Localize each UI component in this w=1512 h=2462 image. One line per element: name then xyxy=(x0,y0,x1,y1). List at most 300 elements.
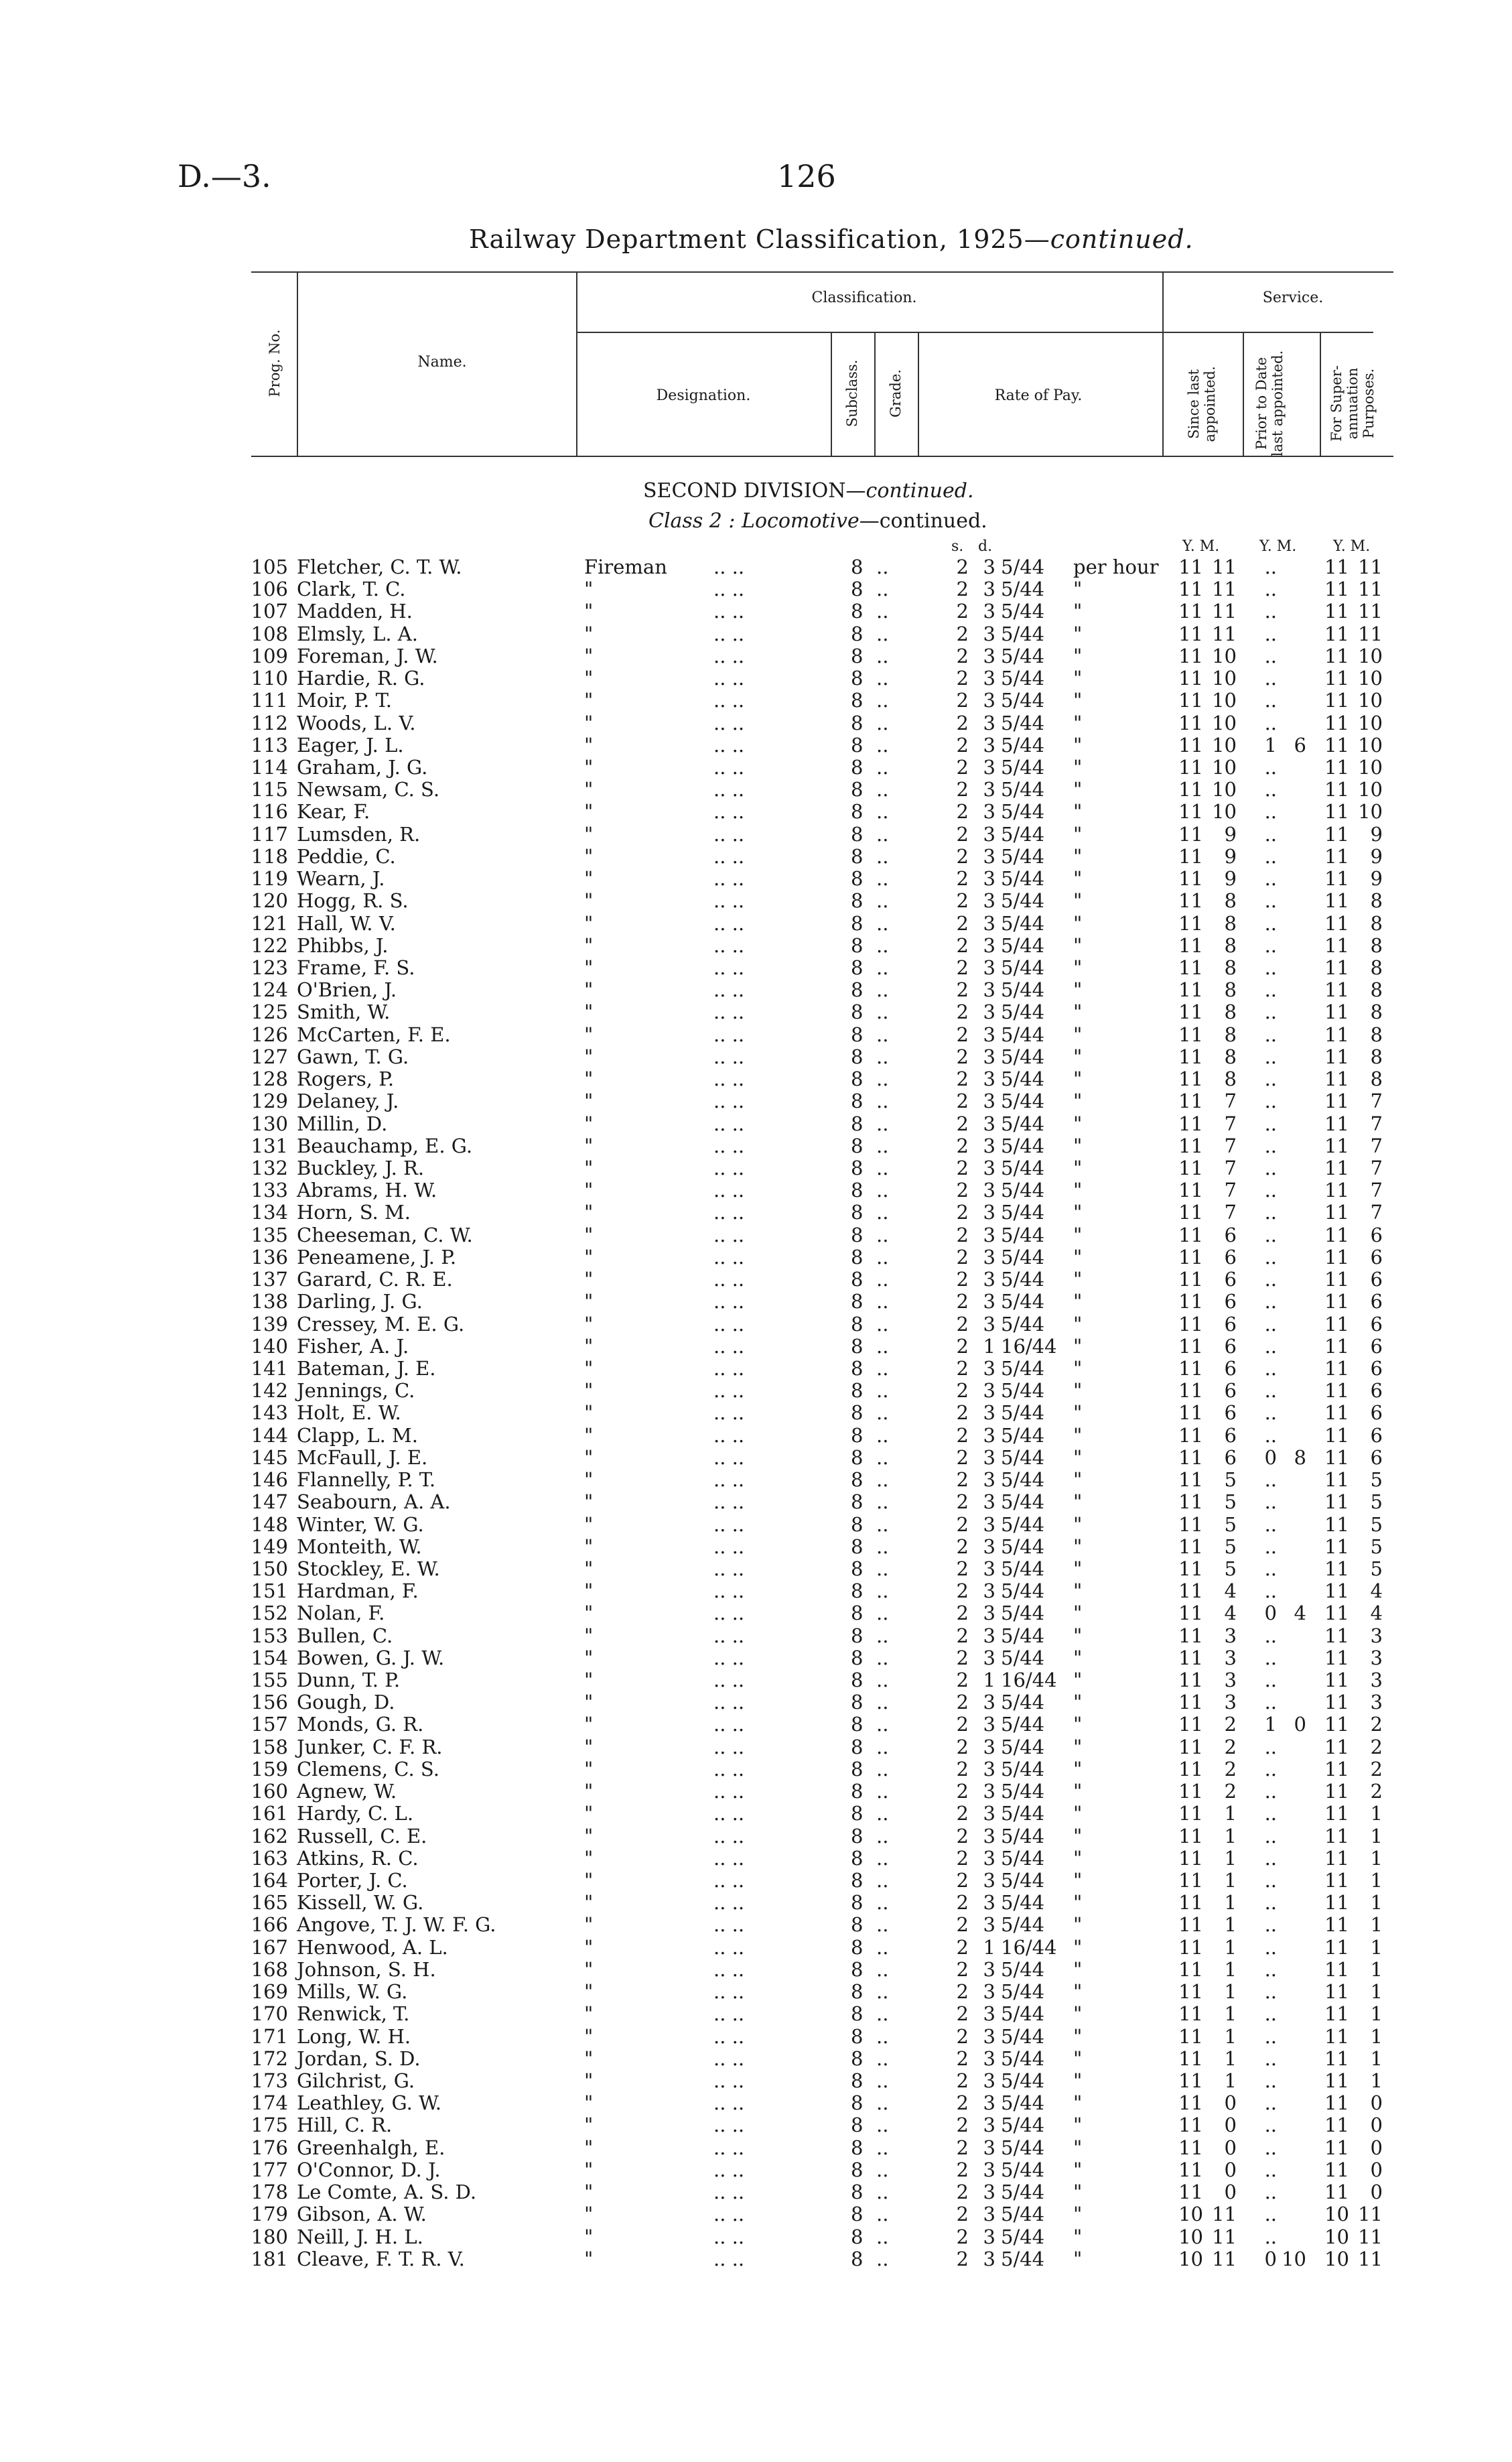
leader-dots: .. .. xyxy=(713,1245,745,1269)
row-rate-pence: 3 xyxy=(983,1179,995,1202)
row-rate-pence: 3 xyxy=(983,1602,995,1625)
row-designation: " xyxy=(584,911,594,935)
row-super-months: 11 xyxy=(1358,622,1383,645)
row-since-months: 8 xyxy=(1224,911,1237,935)
row-rate-pence: 3 xyxy=(983,1356,995,1380)
row-number: 108 xyxy=(251,622,288,645)
row-since-months: 7 xyxy=(1224,1112,1237,1135)
row-rate-per: " xyxy=(1073,1891,1083,1915)
row-subclass: 8 xyxy=(851,1691,864,1714)
row-since-months: 9 xyxy=(1224,867,1237,891)
row-name: Beauchamp, E. G. xyxy=(297,1134,473,1157)
row-prior-years: 1 xyxy=(1264,733,1277,757)
row-designation: " xyxy=(584,2024,594,2048)
row-super-years: 11 xyxy=(1324,1000,1349,1024)
header-grade: Grade. xyxy=(888,369,904,417)
row-since-years: 11 xyxy=(1178,667,1203,690)
row-name: McFaull, J. E. xyxy=(297,1445,428,1469)
row-name: Rogers, P. xyxy=(297,1067,395,1091)
row-prior-years: .. xyxy=(1264,2002,1277,2026)
row-prior-years: .. xyxy=(1264,1512,1277,1536)
row-rate-shillings: 2 xyxy=(956,1957,969,1981)
row-number: 179 xyxy=(251,2203,288,2226)
row-since-months: 11 xyxy=(1212,578,1237,601)
row-rate-per: " xyxy=(1073,1935,1083,1959)
leader-dots: .. xyxy=(876,600,889,623)
row-subclass: 8 xyxy=(851,2002,864,2026)
row-designation: " xyxy=(584,1090,594,1113)
row-prior-years: .. xyxy=(1264,1824,1277,1848)
row-designation: " xyxy=(584,2114,594,2137)
row-rate-per: " xyxy=(1073,2247,1083,2270)
row-rate-shillings: 2 xyxy=(956,1624,969,1647)
row-super-months: 1 xyxy=(1370,1846,1383,1870)
leader-dots: .. .. xyxy=(713,778,745,801)
row-since-years: 11 xyxy=(1178,1201,1203,1224)
leader-dots: .. .. xyxy=(713,556,745,578)
row-super-months: 7 xyxy=(1370,1201,1383,1224)
row-rate-fraction: 5/44 xyxy=(1001,1535,1045,1558)
row-rate-fraction: 16/44 xyxy=(1001,1935,1057,1959)
row-super-years: 11 xyxy=(1324,1824,1349,1848)
table-caption xyxy=(469,224,1194,254)
leader-dots: .. xyxy=(876,933,889,957)
leader-dots: .. xyxy=(876,1579,889,1603)
row-rate-per: " xyxy=(1073,1468,1083,1491)
row-number: 115 xyxy=(251,778,288,801)
leader-dots: .. .. xyxy=(713,889,745,913)
row-subclass: 8 xyxy=(851,2158,864,2181)
row-super-months: 6 xyxy=(1370,1268,1383,1291)
row-name: Gibson, A. W. xyxy=(297,2203,427,2226)
row-super-months: 9 xyxy=(1370,867,1383,891)
row-rate-pence: 3 xyxy=(983,2024,995,2048)
leader-dots: .. .. xyxy=(713,1913,745,1937)
row-since-years: 11 xyxy=(1178,2024,1203,2048)
row-prior-years: .. xyxy=(1264,1691,1277,1714)
row-prior-years: .. xyxy=(1264,911,1277,935)
row-name: Leathley, G. W. xyxy=(297,2091,441,2115)
row-since-years: 11 xyxy=(1178,578,1203,601)
row-designation: " xyxy=(584,1156,594,1179)
row-rate-shillings: 2 xyxy=(956,1735,969,1758)
row-rate-fraction: 5/44 xyxy=(1001,889,1045,913)
row-since-years: 11 xyxy=(1178,1000,1203,1024)
row-since-years: 11 xyxy=(1178,1957,1203,1981)
leader-dots: .. .. xyxy=(713,2247,745,2270)
row-since-months: 1 xyxy=(1224,1824,1237,1848)
row-number: 110 xyxy=(251,667,288,690)
row-super-months: 0 xyxy=(1370,2114,1383,2137)
row-since-years: 11 xyxy=(1178,1735,1203,1758)
row-since-years: 11 xyxy=(1178,1245,1203,1269)
row-rate-fraction: 5/44 xyxy=(1001,578,1045,601)
row-rate-fraction: 5/44 xyxy=(1001,2002,1045,2026)
leader-dots: .. .. xyxy=(713,2114,745,2137)
row-name: Elmsly, L. A. xyxy=(297,622,418,645)
row-name: Flannelly, P. T. xyxy=(297,1468,436,1491)
row-number: 150 xyxy=(251,1557,288,1580)
row-rate-pence: 3 xyxy=(983,2069,995,2092)
unit-s: s. xyxy=(951,538,964,555)
row-rate-shillings: 2 xyxy=(956,2091,969,2115)
leader-dots: .. xyxy=(876,1067,889,1091)
row-name: Junker, C. F. R. xyxy=(297,1735,443,1758)
row-prior-years: .. xyxy=(1264,2024,1277,2048)
row-super-years: 11 xyxy=(1324,1468,1349,1491)
row-super-years: 11 xyxy=(1324,1802,1349,1825)
row-subclass: 8 xyxy=(851,1445,864,1469)
row-rate-fraction: 5/44 xyxy=(1001,1156,1045,1179)
leader-dots: .. xyxy=(876,1757,889,1780)
row-rate-fraction: 5/44 xyxy=(1001,1869,1045,1892)
row-rate-pence: 3 xyxy=(983,1468,995,1491)
row-name: Agnew, W. xyxy=(297,1780,397,1803)
row-rate-shillings: 2 xyxy=(956,2069,969,2092)
row-since-years: 11 xyxy=(1178,1023,1203,1046)
row-number: 165 xyxy=(251,1891,288,1915)
row-subclass: 8 xyxy=(851,2047,864,2070)
row-super-months: 0 xyxy=(1370,2136,1383,2159)
row-rate-per: " xyxy=(1073,2158,1083,2181)
row-subclass: 8 xyxy=(851,1179,864,1202)
row-designation: " xyxy=(584,2158,594,2181)
row-super-months: 1 xyxy=(1370,1980,1383,2004)
row-subclass: 8 xyxy=(851,1535,864,1558)
row-designation: " xyxy=(584,2047,594,2070)
leader-dots: .. .. xyxy=(713,1579,745,1603)
row-rate-pence: 3 xyxy=(983,756,995,779)
row-number: 127 xyxy=(251,1045,288,1068)
leader-dots: .. .. xyxy=(713,2091,745,2115)
row-prior-years: .. xyxy=(1264,600,1277,623)
row-number: 162 xyxy=(251,1824,288,1848)
row-subclass: 8 xyxy=(851,844,864,868)
row-since-months: 10 xyxy=(1212,733,1237,757)
leader-dots: .. xyxy=(876,778,889,801)
row-rate-fraction: 5/44 xyxy=(1001,711,1045,734)
row-rate-fraction: 5/44 xyxy=(1001,778,1045,801)
row-since-years: 11 xyxy=(1178,1112,1203,1135)
row-super-years: 11 xyxy=(1324,1423,1349,1447)
row-super-months: 4 xyxy=(1370,1602,1383,1625)
row-since-months: 6 xyxy=(1224,1245,1237,1269)
row-rate-pence: 3 xyxy=(983,1512,995,1536)
row-since-months: 11 xyxy=(1212,2247,1237,2270)
row-since-years: 11 xyxy=(1178,1445,1203,1469)
row-super-years: 11 xyxy=(1324,2024,1349,2048)
row-name: Atkins, R. C. xyxy=(297,1846,419,1870)
row-number: 123 xyxy=(251,956,288,979)
row-subclass: 8 xyxy=(851,1468,864,1491)
row-designation: " xyxy=(584,1913,594,1937)
row-rate-pence: 1 xyxy=(983,1669,995,1691)
row-name: Bowen, G. J. W. xyxy=(297,1646,445,1669)
row-super-months: 11 xyxy=(1358,600,1383,623)
row-name: Hill, C. R. xyxy=(297,2114,393,2137)
row-name: Winter, W. G. xyxy=(297,1512,424,1536)
row-rate-per: " xyxy=(1073,2047,1083,2070)
row-prior-years: .. xyxy=(1264,1669,1277,1691)
row-rate-fraction: 5/44 xyxy=(1001,956,1045,979)
row-prior-years: .. xyxy=(1264,556,1277,578)
row-super-years: 11 xyxy=(1324,800,1349,824)
row-since-months: 8 xyxy=(1224,1045,1237,1068)
row-subclass: 8 xyxy=(851,1356,864,1380)
row-subclass: 8 xyxy=(851,2114,864,2137)
row-rate-shillings: 2 xyxy=(956,689,969,712)
leader-dots: .. xyxy=(876,2024,889,2048)
row-name: Peddie, C. xyxy=(297,844,396,868)
row-since-months: 10 xyxy=(1212,778,1237,801)
row-since-months: 7 xyxy=(1224,1179,1237,1202)
leader-dots: .. .. xyxy=(713,844,745,868)
row-super-years: 11 xyxy=(1324,978,1349,1002)
row-super-months: 1 xyxy=(1370,1869,1383,1892)
row-number: 138 xyxy=(251,1290,288,1313)
row-super-years: 11 xyxy=(1324,622,1349,645)
leader-dots: .. .. xyxy=(713,756,745,779)
leader-dots: .. xyxy=(876,844,889,868)
row-rate-per: " xyxy=(1073,1201,1083,1224)
row-designation: " xyxy=(584,2002,594,2026)
row-since-years: 11 xyxy=(1178,1423,1203,1447)
row-since-years: 11 xyxy=(1178,1846,1203,1870)
row-since-months: 1 xyxy=(1224,1957,1237,1981)
row-since-months: 3 xyxy=(1224,1691,1237,1714)
row-name: Porter, J. C. xyxy=(297,1869,408,1892)
row-super-months: 5 xyxy=(1370,1490,1383,1514)
row-designation: " xyxy=(584,1691,594,1714)
row-rate-pence: 3 xyxy=(983,2136,995,2159)
row-super-years: 11 xyxy=(1324,1268,1349,1291)
leader-dots: .. xyxy=(876,1935,889,1959)
row-prior-years: .. xyxy=(1264,800,1277,824)
row-name: Delaney, J. xyxy=(297,1090,399,1113)
row-prior-years: .. xyxy=(1264,1624,1277,1647)
row-number: 157 xyxy=(251,1713,288,1736)
row-prior-years: .. xyxy=(1264,978,1277,1002)
row-rate-shillings: 2 xyxy=(956,1713,969,1736)
row-subclass: 8 xyxy=(851,1757,864,1780)
leader-dots: .. .. xyxy=(713,1223,745,1246)
row-since-months: 1 xyxy=(1224,2047,1237,2070)
row-rate-shillings: 2 xyxy=(956,1268,969,1291)
leader-dots: .. .. xyxy=(713,2024,745,2048)
row-super-months: 8 xyxy=(1370,911,1383,935)
row-rate-pence: 3 xyxy=(983,1245,995,1269)
row-since-months: 7 xyxy=(1224,1201,1237,1224)
row-prior-years: .. xyxy=(1264,1557,1277,1580)
row-since-months: 8 xyxy=(1224,1000,1237,1024)
row-prior-years: .. xyxy=(1264,1869,1277,1892)
row-since-years: 11 xyxy=(1178,1512,1203,1536)
class-label: Class 2 : xyxy=(648,509,742,533)
leader-dots: .. .. xyxy=(713,1334,745,1358)
row-rate-per: " xyxy=(1073,1000,1083,1024)
row-since-years: 11 xyxy=(1178,1223,1203,1246)
row-rate-per: " xyxy=(1073,867,1083,891)
row-rate-shillings: 2 xyxy=(956,622,969,645)
row-name: Mills, W. G. xyxy=(297,1980,408,2004)
leader-dots: .. .. xyxy=(713,2069,745,2092)
row-super-months: 8 xyxy=(1370,889,1383,913)
row-rate-fraction: 5/44 xyxy=(1001,756,1045,779)
page-number: 126 xyxy=(777,158,836,194)
row-prior-years: .. xyxy=(1264,2114,1277,2137)
row-name: Clapp, L. M. xyxy=(297,1423,418,1447)
leader-dots: .. xyxy=(876,889,889,913)
row-since-months: 8 xyxy=(1224,978,1237,1002)
row-rate-per: " xyxy=(1073,822,1083,846)
leader-dots: .. xyxy=(876,667,889,690)
class-suffix: —continued. xyxy=(859,509,987,533)
row-super-months: 11 xyxy=(1358,2203,1383,2226)
row-rate-per: " xyxy=(1073,1045,1083,1068)
row-super-years: 11 xyxy=(1324,1713,1349,1736)
leader-dots: .. .. xyxy=(713,1891,745,1915)
row-since-months: 4 xyxy=(1224,1602,1237,1625)
row-since-months: 6 xyxy=(1224,1290,1237,1313)
leader-dots: .. .. xyxy=(713,1000,745,1024)
leader-dots: .. .. xyxy=(713,2047,745,2070)
row-prior-years: .. xyxy=(1264,1156,1277,1179)
row-super-months: 10 xyxy=(1358,644,1383,667)
row-prior-years: .. xyxy=(1264,1846,1277,1870)
row-prior-years: .. xyxy=(1264,1223,1277,1246)
row-number: 119 xyxy=(251,867,288,891)
row-super-years: 11 xyxy=(1324,1445,1349,1469)
leader-dots: .. .. xyxy=(713,1045,745,1068)
row-rate-fraction: 5/44 xyxy=(1001,1602,1045,1625)
row-super-months: 9 xyxy=(1370,822,1383,846)
unit-d: d. xyxy=(978,538,993,555)
row-super-years: 11 xyxy=(1324,711,1349,734)
leader-dots: .. xyxy=(876,556,889,578)
row-subclass: 8 xyxy=(851,2225,864,2248)
row-since-years: 11 xyxy=(1178,844,1203,868)
row-rate-pence: 3 xyxy=(983,2047,995,2070)
leader-dots: .. .. xyxy=(713,2181,745,2204)
row-since-months: 2 xyxy=(1224,1735,1237,1758)
row-designation: " xyxy=(584,1468,594,1491)
row-number: 136 xyxy=(251,1245,288,1269)
row-name: Graham, J. G. xyxy=(297,756,428,779)
row-super-months: 10 xyxy=(1358,689,1383,712)
row-rate-per: " xyxy=(1073,2225,1083,2248)
row-since-years: 11 xyxy=(1178,1557,1203,1580)
row-super-months: 10 xyxy=(1358,778,1383,801)
row-rate-pence: 3 xyxy=(983,2247,995,2270)
row-rate-per: " xyxy=(1073,1423,1083,1447)
row-prior-years: .. xyxy=(1264,2136,1277,2159)
row-super-months: 7 xyxy=(1370,1179,1383,1202)
row-rate-fraction: 5/44 xyxy=(1001,1000,1045,1024)
row-designation: " xyxy=(584,2203,594,2226)
row-rate-shillings: 2 xyxy=(956,578,969,601)
row-designation: " xyxy=(584,1802,594,1825)
row-super-months: 6 xyxy=(1370,1245,1383,1269)
row-prior-years: .. xyxy=(1264,1468,1277,1491)
row-since-years: 11 xyxy=(1178,889,1203,913)
row-super-years: 11 xyxy=(1324,1356,1349,1380)
row-designation: " xyxy=(584,978,594,1002)
row-since-months: 0 xyxy=(1224,2114,1237,2137)
leader-dots: .. xyxy=(876,1846,889,1870)
row-rate-fraction: 5/44 xyxy=(1001,2069,1045,2092)
row-prior-years: .. xyxy=(1264,1290,1277,1313)
row-rate-shillings: 2 xyxy=(956,600,969,623)
row-rate-shillings: 2 xyxy=(956,1891,969,1915)
row-rate-shillings: 2 xyxy=(956,1691,969,1714)
row-rate-shillings: 2 xyxy=(956,844,969,868)
row-rate-shillings: 2 xyxy=(956,2247,969,2270)
leader-dots: .. .. xyxy=(713,933,745,957)
leader-dots: .. .. xyxy=(713,1490,745,1514)
row-super-years: 10 xyxy=(1324,2203,1349,2226)
row-rate-shillings: 2 xyxy=(956,1757,969,1780)
row-rate-pence: 3 xyxy=(983,1112,995,1135)
row-number: 107 xyxy=(251,600,288,623)
row-super-years: 11 xyxy=(1324,1379,1349,1403)
row-since-months: 5 xyxy=(1224,1490,1237,1514)
row-since-years: 11 xyxy=(1178,1757,1203,1780)
row-rate-pence: 3 xyxy=(983,1067,995,1091)
row-name: Peneamene, J. P. xyxy=(297,1245,457,1269)
row-super-months: 8 xyxy=(1370,933,1383,957)
row-rate-per: " xyxy=(1073,1646,1083,1669)
row-since-years: 11 xyxy=(1178,1490,1203,1514)
row-rate-per: " xyxy=(1073,1869,1083,1892)
leader-dots: .. xyxy=(876,1312,889,1336)
row-rate-shillings: 2 xyxy=(956,1045,969,1068)
row-number: 121 xyxy=(251,911,288,935)
row-rate-pence: 3 xyxy=(983,1401,995,1425)
row-rate-fraction: 5/44 xyxy=(1001,1268,1045,1291)
row-rate-fraction: 5/44 xyxy=(1001,1379,1045,1403)
row-designation: " xyxy=(584,844,594,868)
leader-dots: .. .. xyxy=(713,1201,745,1224)
row-subclass: 8 xyxy=(851,1156,864,1179)
row-number: 145 xyxy=(251,1445,288,1469)
row-designation: " xyxy=(584,600,594,623)
row-super-years: 11 xyxy=(1324,933,1349,957)
row-rate-fraction: 5/44 xyxy=(1001,1579,1045,1603)
row-super-years: 11 xyxy=(1324,644,1349,667)
row-super-years: 11 xyxy=(1324,867,1349,891)
row-designation: " xyxy=(584,1245,594,1269)
row-since-months: 8 xyxy=(1224,1067,1237,1091)
leader-dots: .. .. xyxy=(713,1691,745,1714)
row-designation: " xyxy=(584,1646,594,1669)
row-super-years: 11 xyxy=(1324,1112,1349,1135)
leader-dots: .. xyxy=(876,711,889,734)
row-since-years: 11 xyxy=(1178,956,1203,979)
row-prior-years: .. xyxy=(1264,1757,1277,1780)
row-number: 147 xyxy=(251,1490,288,1514)
row-since-months: 1 xyxy=(1224,1869,1237,1892)
row-rate-pence: 3 xyxy=(983,1201,995,1224)
row-number: 166 xyxy=(251,1913,288,1937)
row-rate-per: " xyxy=(1073,711,1083,734)
row-prior-years: .. xyxy=(1264,1000,1277,1024)
leader-dots: .. .. xyxy=(713,911,745,935)
row-number: 170 xyxy=(251,2002,288,2026)
row-subclass: 8 xyxy=(851,1669,864,1691)
row-prior-years: .. xyxy=(1264,2181,1277,2204)
row-designation: " xyxy=(584,1000,594,1024)
row-prior-years: .. xyxy=(1264,1780,1277,1803)
